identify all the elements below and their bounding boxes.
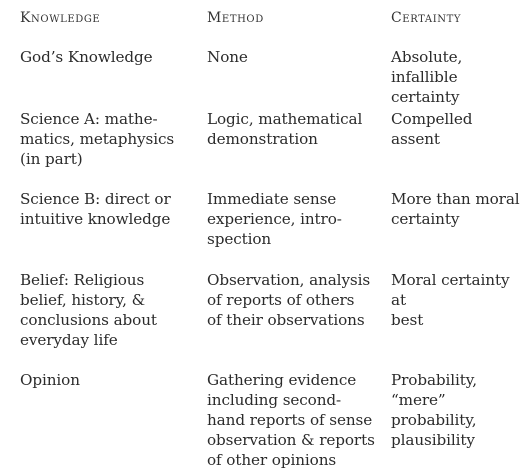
method-cell: Immediate sense experience, intro- spection (207, 190, 342, 248)
certainty-cell: Compelled assent (391, 110, 473, 148)
method-cell: Gathering evidence including second- hand reports of sense observation & reports of other opinions (207, 371, 375, 469)
certainty-cell: Moral certainty at best (391, 271, 510, 329)
certainty-cell: Absolute, infallible certainty (391, 48, 463, 106)
knowledge-cell: Science B: direct or intuitive knowledge (20, 190, 171, 228)
knowledge-cell: Opinion (20, 371, 80, 389)
knowledge-cell: God’s Knowledge (20, 48, 153, 66)
header-method: Method (207, 10, 264, 26)
knowledge-cell: Belief: Religious belief, history, & conclusions about everyday life (20, 271, 157, 349)
certainty-cell: More than moral certainty (391, 190, 520, 228)
knowledge-cell: Science A: mathe- matics, metaphysics (in part) (20, 110, 175, 168)
method-cell: Logic, mathematical demonstration (207, 110, 363, 148)
method-cell: Observation, analysis of reports of others of their observations (207, 271, 371, 329)
certainty-cell: Probability, “mere” probability, plausibility (391, 371, 477, 449)
method-cell: None (207, 48, 248, 66)
header-knowledge: Knowledge (20, 10, 101, 26)
header-certainty: Certainty (391, 10, 462, 26)
